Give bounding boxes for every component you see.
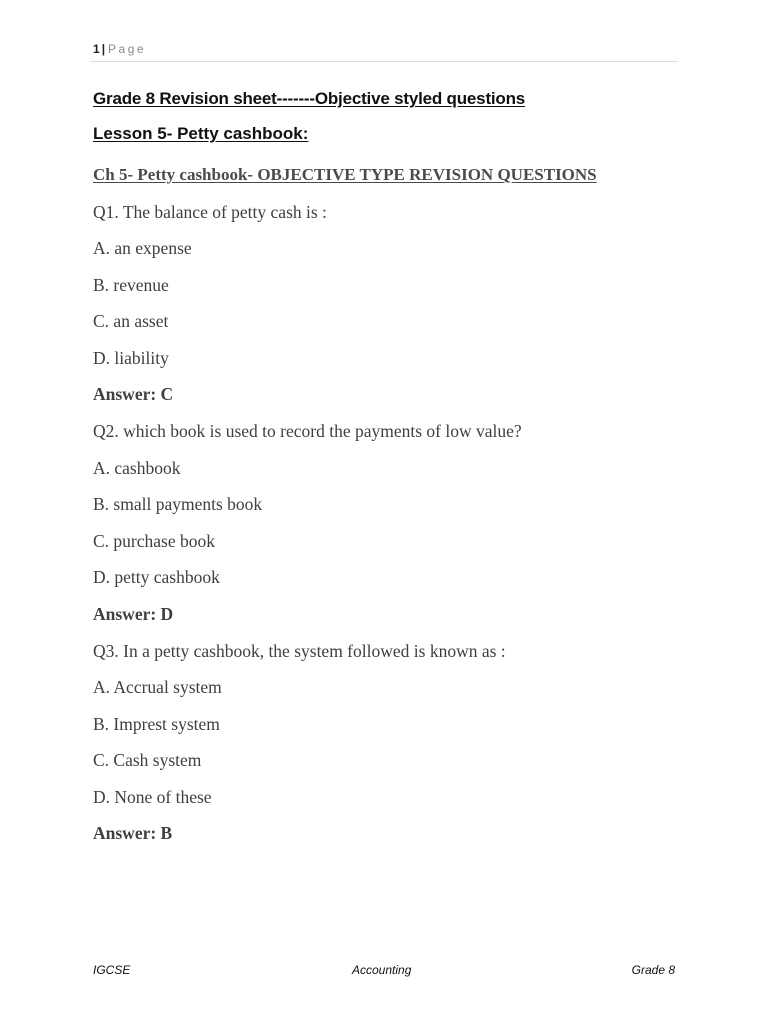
q2-option-a: A. cashbook: [93, 458, 181, 478]
q2-answer: Answer: D: [93, 604, 174, 624]
page-separator: |: [101, 42, 106, 56]
q3-option-b: B. Imprest system: [93, 714, 220, 734]
q1-option-b: B. revenue: [93, 275, 169, 295]
footer-left: IGCSE: [93, 963, 131, 977]
header-divider: [90, 61, 678, 62]
q3-option-c: C. Cash system: [93, 750, 202, 770]
q2-option-b: B. small payments book: [93, 494, 263, 514]
revision-sheet-title: Grade 8 Revision sheet-------Objective styled questions: [93, 89, 526, 108]
lesson-title: Lesson 5- Petty cashbook:: [93, 124, 309, 143]
page-number: 1: [93, 42, 100, 56]
q1-option-c: C. an asset: [93, 311, 169, 331]
q3-answer: Answer: B: [93, 823, 173, 843]
page-label: Page: [108, 42, 147, 56]
q3-option-d: D. None of these: [93, 787, 212, 807]
q1-answer: Answer: C: [93, 384, 174, 404]
chapter-heading: Ch 5- Petty cashbook- OBJECTIVE TYPE REVISION QUESTIONS: [93, 165, 597, 184]
footer-center: Accounting: [352, 963, 412, 977]
q2-option-c: C. purchase book: [93, 531, 215, 551]
q1-option-a: A. an expense: [93, 238, 192, 258]
question-1: Q1. The balance of petty cash is :: [93, 202, 327, 222]
q1-option-d: D. liability: [93, 348, 169, 368]
page-header: [93, 42, 146, 56]
q2-option-d: D. petty cashbook: [93, 567, 220, 587]
q3-option-a: A. Accrual system: [93, 677, 222, 697]
question-3: Q3. In a petty cashbook, the system followed is known as :: [93, 641, 506, 661]
question-2: Q2. which book is used to record the payments of low value?: [93, 421, 522, 441]
footer-right: Grade 8: [631, 963, 675, 977]
